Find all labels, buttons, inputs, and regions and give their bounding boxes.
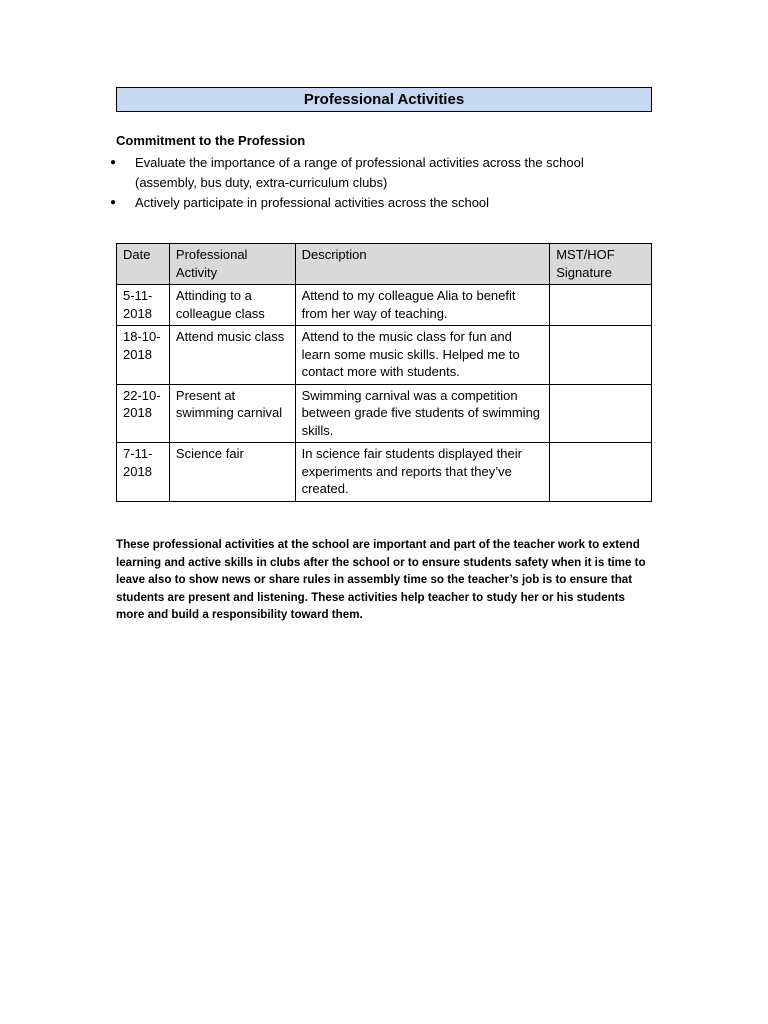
cell-activity: Science fair [169,443,295,502]
cell-date: 5-11-2018 [117,285,170,326]
table-row [117,326,652,385]
cell-signature[interactable] [550,285,652,326]
bullet-item [108,193,648,213]
cell-activity: Attend music class [169,326,295,385]
cell-description: Attend to my colleague Alia to benefit from her way of teaching. [295,285,550,326]
cell-description: Attend to the music class for fun and learn some music skills. Helped me to contact more with students. [295,326,550,385]
header-description: Description [295,244,550,285]
activities-table [116,243,652,502]
cell-date: 22-10-2018 [117,384,170,443]
cell-activity: Attinding to a colleague class [169,285,295,326]
cell-description: Swimming carnival was a competition between grade five students of swimming skills. [295,384,550,443]
cell-date: 18-10-2018 [117,326,170,385]
table-header-row [117,244,652,285]
bullet-item [108,153,648,193]
cell-description: In science fair students displayed their experiments and reports that they’ve created. [295,443,550,502]
table-row [117,443,652,502]
closing-paragraph: These professional activities at the school are important and part of the teacher work to extend learning and active skills in clubs after the school or to ensure students safety when it is time to leave also to show news or share rules in assembly time so the teacher’s job is to ensure that students are present and listening. These activities help teacher to study her or his students more and build a responsibility toward them. [116,538,646,622]
cell-signature[interactable] [550,384,652,443]
cell-signature[interactable] [550,326,652,385]
cell-activity: Present at swimming carnival [169,384,295,443]
header-date: Date [117,244,170,285]
section-heading: Commitment to the Profession [116,133,306,148]
page-title: Professional Activities [116,87,652,112]
table-row [117,285,652,326]
header-signature: MST/HOF Signature [550,244,652,285]
bullet-icon: ● [110,157,117,168]
bullet-icon: ● [110,197,117,208]
table-row [117,384,652,443]
bullet-list [108,153,648,213]
bullet-text: Actively participate in professional activities across the school [135,195,490,210]
bullet-text: Evaluate the importance of a range of professional activities across the school (assembly, bus duty, extra-curriculum clubs) [135,155,584,190]
cell-date: 7-11-2018 [117,443,170,502]
cell-signature[interactable] [550,443,652,502]
header-activity: Professional Activity [169,244,295,285]
